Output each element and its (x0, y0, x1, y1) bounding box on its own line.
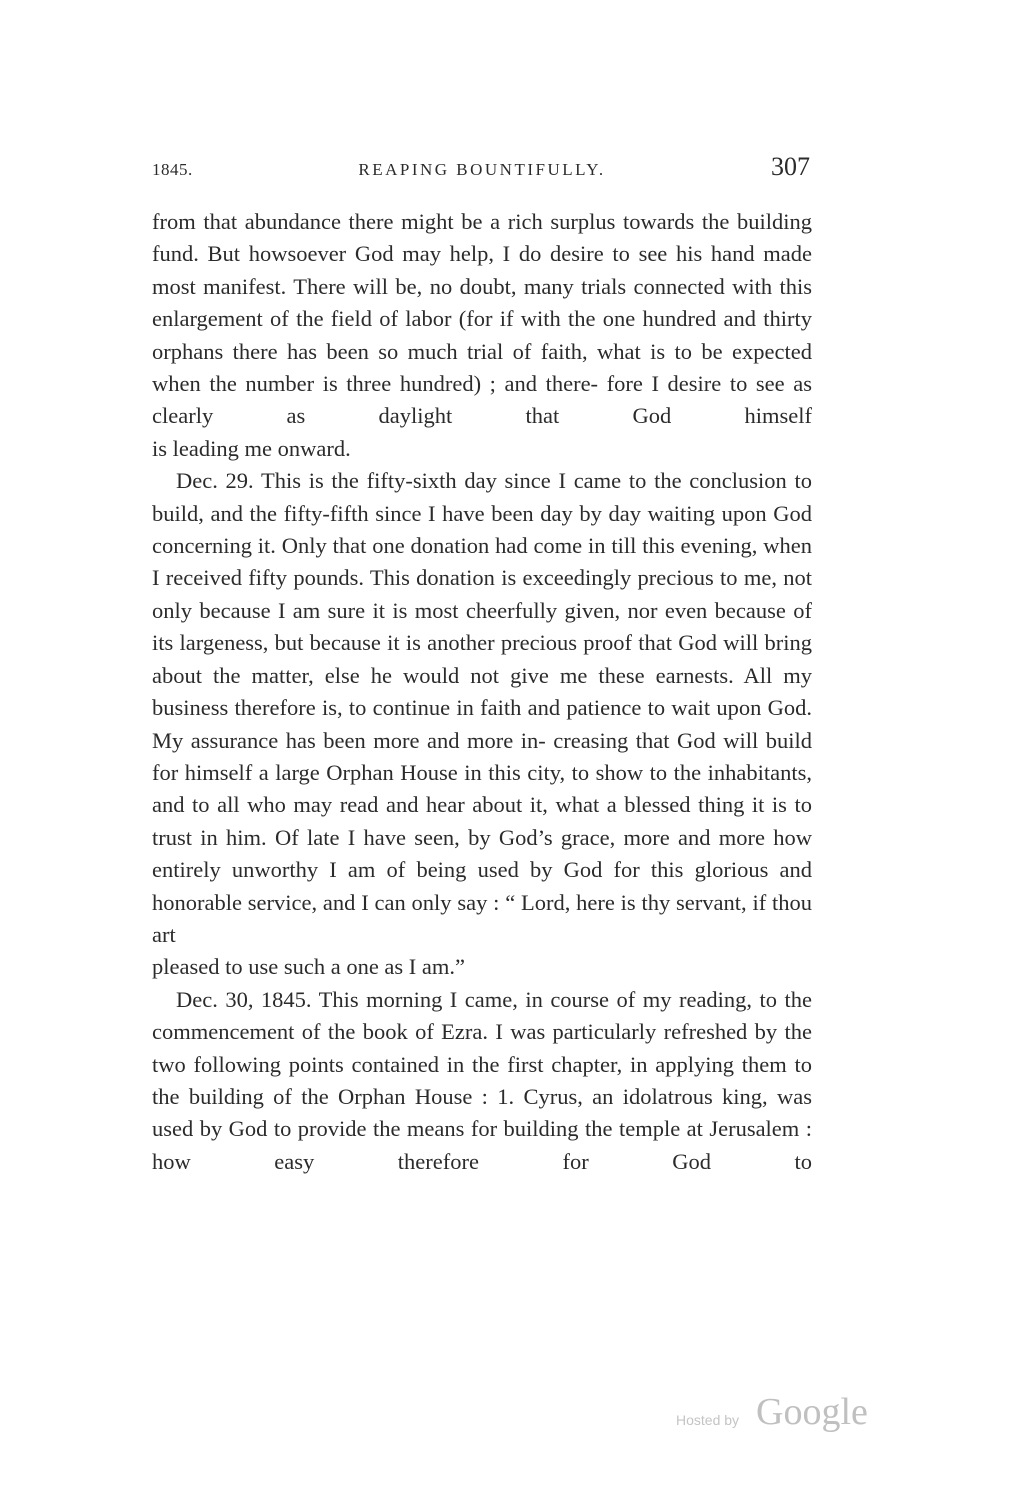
text-line: from that abundance there might be a rich surplus towards (152, 209, 695, 234)
text-line: Dec. 30, 1845. This morning I came, in course of my (176, 986, 672, 1012)
paragraph-dec-29-end (152, 951, 812, 983)
text-line: one donation had come in till this evening, when I received (152, 533, 812, 591)
text-line: precious proof that God will bring about the matter, else (152, 630, 813, 688)
text-line: me, not only because I am sure it is most cheerfully given, (152, 565, 813, 623)
text-line: reading, to the commencement of the book of Ezra. I (152, 986, 812, 1045)
text-line: more and more how entirely unworthy I am of being (152, 824, 812, 883)
text-line: fifty pounds. This donation is exceedingly precious to (248, 565, 738, 591)
text-line: he would not give me these earnests. All my business (152, 662, 813, 721)
text-line: conclusion to build, and the fifty-fifth since I have been (152, 468, 812, 526)
text-line: creasing that God will build for himself a large Orphan (152, 727, 812, 785)
text-line: fore I desire to see as clearly as daylight that God himself (152, 371, 812, 429)
running-header (152, 152, 812, 188)
text-line: no doubt, many trials connected with this enlargement of (152, 273, 813, 332)
text-line: the temple at Jerusalem : how easy therefore for God to (152, 1116, 812, 1174)
text-line: pleased to use such a one as I am.” (152, 954, 466, 980)
text-line: to trust in him. Of late I have seen, by God’s grace, (152, 792, 812, 850)
paragraph-continuation (152, 206, 812, 433)
text-line: was particularly refreshed by the two following points (152, 1019, 813, 1077)
hosted-by-label: Hosted by (676, 1412, 740, 1428)
text-line: used by God for this glorious and honorable service, and (152, 857, 812, 915)
text-line: who may read and hear about it, what a blessed thing it is (247, 792, 787, 818)
paragraph-dec-30 (152, 984, 812, 1178)
google-logo: Google (756, 1391, 868, 1433)
text-line: the field of labor (for if with the one hundred and thirty (296, 306, 813, 332)
paragraph-continuation-end (152, 433, 812, 465)
text-line: orphans there has been so much trial of faith, what is to be (152, 338, 723, 364)
text-line: upon God. My assurance has been more and more in- (152, 695, 812, 753)
text-line: I can only say : “ Lord, here is thy servant, if thou art (152, 889, 812, 947)
text-line: House in this city, to show to the inhabitants, and to all (152, 759, 812, 818)
text-line: expected when the number is three hundred) ; and there- (152, 338, 812, 397)
text-line: Dec. 29. This is the fifty-sixth day since I came to the (176, 468, 682, 494)
running-title: REAPING BOUNTIFULLY. (358, 160, 606, 179)
text-line: therefore is, to continue in faith and patience to wait (234, 695, 711, 721)
text-line: building of the Orphan House : 1. Cyrus, an idolatrous (188, 1083, 713, 1109)
header-year: 1845. (152, 160, 193, 179)
text-line: is leading me onward. (152, 435, 351, 461)
text-line: contained in the first chapter, in applying them to the (152, 1051, 812, 1109)
hosted-by-google-watermark (676, 1390, 886, 1438)
text-line: desire to see his hand made most manifest. There will be, (152, 241, 813, 299)
page-number: 307 (771, 152, 810, 181)
text-line: day by day waiting upon God concerning it. Only that (152, 500, 813, 559)
text-line: the building fund. But howsoever God may help, I do (152, 209, 813, 267)
page-body (152, 206, 812, 1178)
text-line: nor even because of its largeness, but because it is another (152, 597, 812, 656)
paragraph-dec-29 (152, 465, 812, 951)
text-line: king, was used by God to provide the means for building (152, 1083, 812, 1142)
